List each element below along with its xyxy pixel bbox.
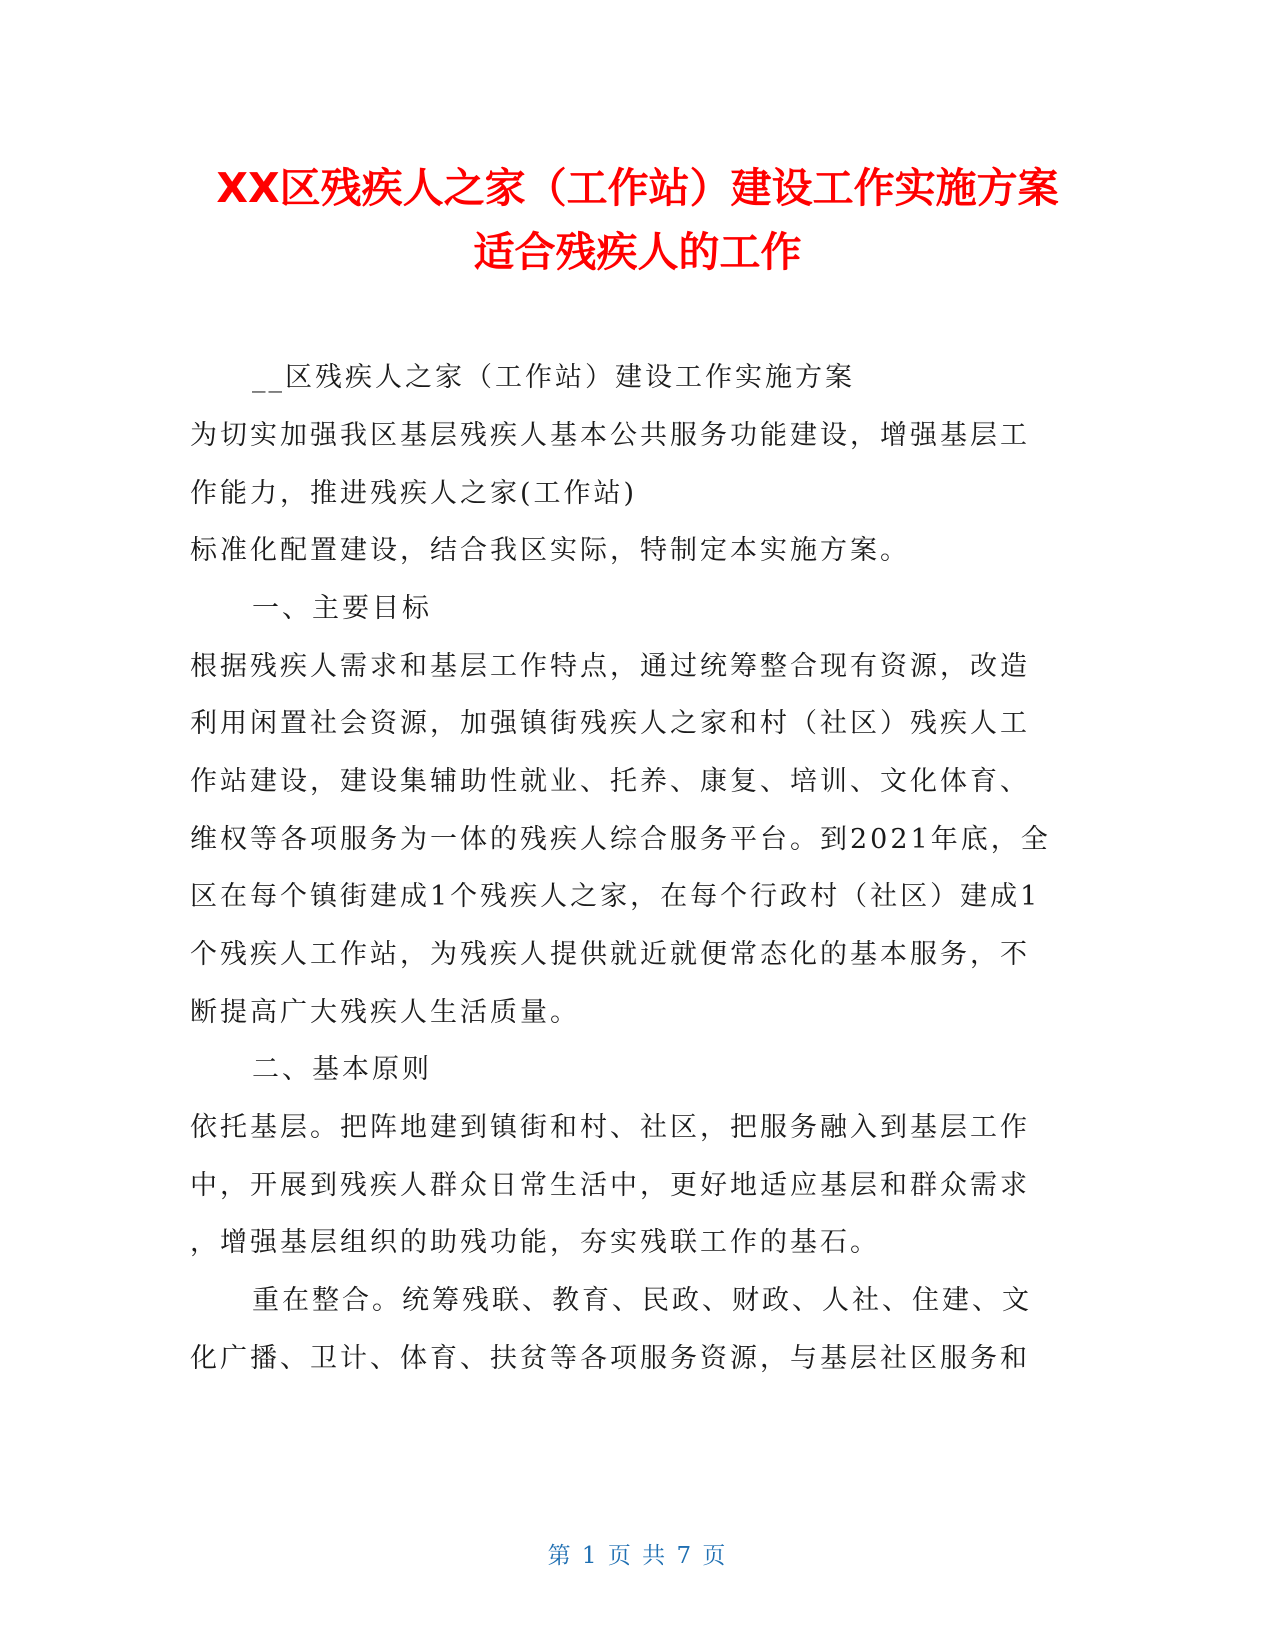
document-subtitle: __区残疾人之家（工作站）建设工作实施方案 xyxy=(252,362,855,393)
paragraph-line: 断提高广大残疾人生活质量。 xyxy=(190,997,580,1028)
paragraph-line: 为切实加强我区基层残疾人基本公共服务功能建设，增强基层工 xyxy=(190,420,1030,451)
paragraph-line: 根据残疾人需求和基层工作特点，通过统筹整合现有资源，改造 xyxy=(190,651,1030,682)
paragraph-line: 作能力，推进残疾人之家(工作站) xyxy=(190,478,638,509)
paragraph-line: 重在整合。统筹残联、教育、民政、财政、人社、住建、文 xyxy=(252,1285,1032,1316)
paragraph-line: 中，开展到残疾人群众日常生活中，更好地适应基层和群众需求 xyxy=(190,1170,1030,1201)
paragraph-line: 依托基层。把阵地建到镇街和村、社区，把服务融入到基层工作 xyxy=(190,1112,1030,1143)
document-title-line-1: XX区残疾人之家（工作站）建设工作实施方案 xyxy=(216,164,1059,212)
paragraph-line: 利用闲置社会资源，加强镇街残疾人之家和村（社区）残疾人工 xyxy=(190,708,1030,739)
document-title-line-2: 适合残疾人的工作 xyxy=(473,228,802,276)
paragraph-line: 区在每个镇街建成1个残疾人之家，在每个行政村（社区）建成1 xyxy=(190,881,1041,912)
paragraph-line: 个残疾人工作站，为残疾人提供就近就便常态化的基本服务，不 xyxy=(190,939,1030,970)
paragraph-line: 化广播、卫计、体育、扶贫等各项服务资源，与基层社区服务和 xyxy=(190,1343,1030,1374)
section-heading-principles: 二、基本原则 xyxy=(252,1054,432,1085)
paragraph-line: 维权等各项服务为一体的残疾人综合服务平台。到2021年底，全 xyxy=(190,824,1051,855)
paragraph-line: 作站建设，建设集辅助性就业、托养、康复、培训、文化体育、 xyxy=(190,766,1030,797)
section-heading-goals: 一、主要目标 xyxy=(252,593,432,624)
page-number-footer: 第 1 页 共 7 页 xyxy=(547,1543,728,1569)
paragraph-line: 标准化配置建设，结合我区实际，特制定本实施方案。 xyxy=(190,535,910,566)
paragraph-line: ，增强基层组织的助残功能，夯实残联工作的基石。 xyxy=(190,1227,880,1258)
